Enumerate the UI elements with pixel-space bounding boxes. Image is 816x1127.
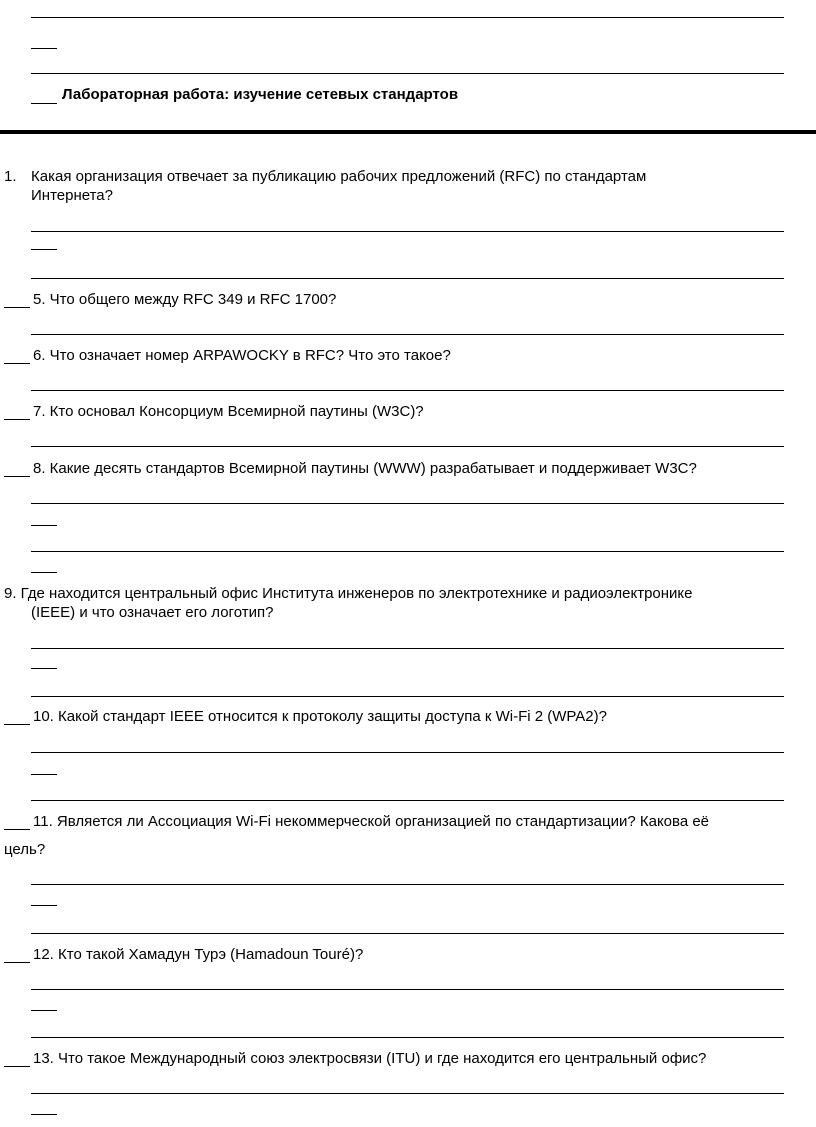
answer-line xyxy=(31,73,784,74)
blank-mark xyxy=(31,905,57,906)
blank-mark xyxy=(4,829,30,830)
question-12-text: 12. Кто такой Хамадун Турэ (Hamadoun Touré)? xyxy=(33,946,364,963)
blank-mark xyxy=(31,774,57,775)
blank-mark xyxy=(31,1114,57,1115)
blank-mark xyxy=(31,103,57,104)
blank-mark xyxy=(4,724,30,725)
answer-line xyxy=(31,800,784,801)
blank-mark xyxy=(4,419,30,420)
answer-line xyxy=(31,551,784,552)
question-13-text: 13. Что такое Международный союз электросвязи (ITU) и где находится его центральный офис? xyxy=(33,1050,707,1067)
question-11-text-cont: цель? xyxy=(4,841,46,858)
answer-line xyxy=(31,1037,784,1038)
blank-mark xyxy=(4,476,30,477)
blank-mark xyxy=(31,572,57,573)
question-5-text: 5. Что общего между RFC 349 и RFC 1700? xyxy=(33,291,337,308)
answer-line xyxy=(31,17,784,18)
answer-line xyxy=(31,231,784,232)
page-title: Лабораторная работа: изучение сетевых стандартов xyxy=(62,86,459,103)
blank-mark xyxy=(31,1010,57,1011)
question-8-text: 8. Какие десять стандартов Всемирной паутины (WWW) разрабатывает и поддерживает W3C? xyxy=(33,460,697,477)
title-divider xyxy=(0,130,816,134)
answer-line xyxy=(31,278,784,279)
question-6-text: 6. Что означает номер ARPAWOCKY в RFC? Что это такое? xyxy=(33,347,451,364)
blank-mark xyxy=(31,668,57,669)
question-10-text: 10. Какой стандарт IEEE относится к протоколу защиты доступа к Wi-Fi 2 (WPA2)? xyxy=(33,708,607,725)
answer-line xyxy=(31,1093,784,1094)
question-9-text-cont: (IEEE) и что означает его логотип? xyxy=(31,604,274,621)
blank-mark xyxy=(4,962,30,963)
blank-mark xyxy=(31,525,57,526)
question-1-text: Какая организация отвечает за публикацию рабочих предложений (RFC) по стандартам xyxy=(31,168,647,185)
answer-line xyxy=(31,752,784,753)
blank-mark xyxy=(31,249,57,250)
answer-line xyxy=(31,390,784,391)
answer-line xyxy=(31,648,784,649)
answer-line xyxy=(31,989,784,990)
question-1-number: 1. xyxy=(4,168,17,185)
answer-line xyxy=(31,446,784,447)
blank-mark xyxy=(4,1066,30,1067)
answer-line xyxy=(31,933,784,934)
answer-line xyxy=(31,503,784,504)
blank-mark xyxy=(31,48,57,49)
question-11-text: 11. Является ли Ассоциация Wi-Fi некоммерческой организацией по стандартизации? Какова её xyxy=(33,813,710,830)
answer-line xyxy=(31,334,784,335)
question-1-text-cont: Интернета? xyxy=(31,187,113,204)
answer-line xyxy=(31,696,784,697)
blank-mark xyxy=(4,307,30,308)
answer-line xyxy=(31,884,784,885)
blank-mark xyxy=(4,363,30,364)
question-7-text: 7. Кто основал Консорциум Всемирной паутины (W3C)? xyxy=(33,403,424,420)
question-9-text: 9. Где находится центральный офис Института инженеров по электротехнике и радиоэлектронике xyxy=(4,585,693,602)
